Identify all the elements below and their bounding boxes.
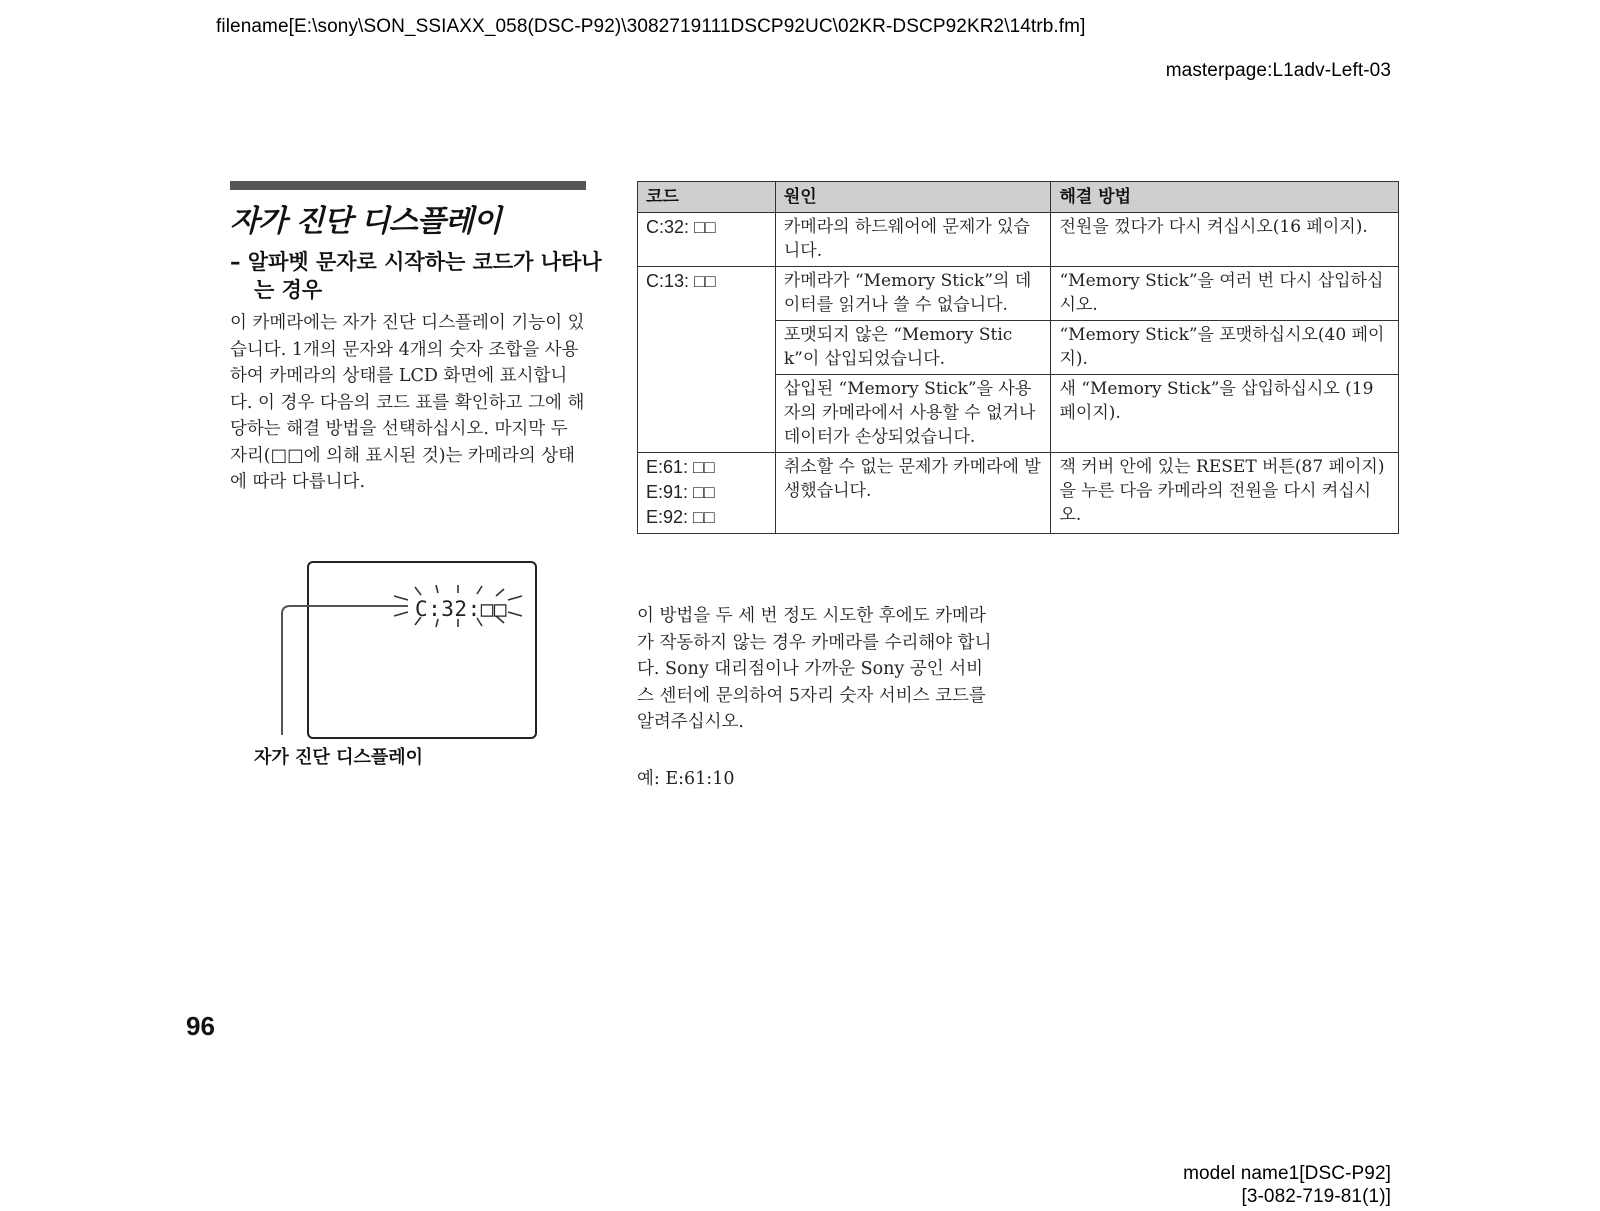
column-header-code: 코드 xyxy=(638,182,776,213)
figure-caption: 자가 진단 디스플레이 xyxy=(254,747,424,768)
column-header-solution: 해결 방법 xyxy=(1051,182,1399,213)
filename-header: filename[E:\sony\SON_SSIAXX_058(DSC-P92)\3082719111DSCP92UC\02KR-DSCP92KR2\14trb.fm] xyxy=(216,16,1086,37)
code-cell: C:13: □□ xyxy=(638,267,776,453)
table-row xyxy=(638,267,1399,321)
table-row xyxy=(638,453,1399,534)
part-number-footer: [3-082-719-81(1)] xyxy=(1241,1186,1391,1207)
solution-cell: 새 “Memory Stick”을 삽입하십시오 (19 페이지). xyxy=(1051,375,1399,453)
service-code-example: 예: E:61:10 xyxy=(637,769,735,789)
cause-cell: 포맷되지 않은 “Memory Stick”이 삽입되었습니다. xyxy=(775,321,1051,375)
solution-cell: 잭 커버 안에 있는 RESET 버튼(87 페이지)을 누른 다음 카메라의 전원을 다시 켜십시오. xyxy=(1051,453,1399,534)
intro-paragraph: 이 카메라에는 자가 진단 디스플레이 기능이 있습니다. 1개의 문자와 4개의 숫자 조합을 사용하여 카메라의 상태를 LCD 화면에 표시합니다. 이 경우 다음의 코드 표를 확인하고 그에 해당하는 해결 방법을 선택하십시오. 마지막 두 자리(□□에 의해 표시된 것)는 카메라의 상태에 따라 다릅니다. xyxy=(230,313,585,492)
cause-cell: 카메라의 하드웨어에 문제가 있습니다. xyxy=(775,213,1051,267)
cause-cell: 취소할 수 없는 문제가 카메라에 발생했습니다. xyxy=(775,453,1051,534)
error-code-table xyxy=(637,181,1399,534)
solution-cell: 전원을 껐다가 다시 켜십시오(16 페이지). xyxy=(1051,213,1399,267)
solution-cell: “Memory Stick”을 여러 번 다시 삽입하십시오. xyxy=(1051,267,1399,321)
lcd-error-code: C:32:□□ xyxy=(415,597,508,621)
model-name-footer: model name1[DSC-P92] xyxy=(1183,1163,1391,1184)
section-title: 자가 진단 디스플레이 xyxy=(230,204,501,239)
cause-cell: 삽입된 “Memory Stick”을 사용자의 카메라에서 사용할 수 없거나 데이터가 손상되었습니다. xyxy=(775,375,1051,453)
table-header-row xyxy=(638,182,1399,213)
section-title-bar xyxy=(230,181,586,190)
masterpage-header: masterpage:L1adv-Left-03 xyxy=(1165,60,1391,81)
page-number: 96 xyxy=(186,1011,215,1041)
section-subtitle: – 알파벳 문자로 시작하는 코드가 나타나는 경우 xyxy=(230,250,602,302)
code-cell: E:61: □□ E:91: □□ E:92: □□ xyxy=(638,453,776,534)
code-cell: C:32: □□ xyxy=(638,213,776,267)
column-header-cause: 원인 xyxy=(775,182,1051,213)
lcd-figure-lines xyxy=(270,575,550,735)
solution-cell: “Memory Stick”을 포맷하십시오(40 페이지). xyxy=(1051,321,1399,375)
service-paragraph: 이 방법을 두 세 번 정도 시도한 후에도 카메라가 작동하지 않는 경우 카메라를 수리해야 합니다. Sony 대리점이나 가까운 Sony 공인 서비스 센터에 문의하여 5자리 숫자 서비스 코드를 알려주십시오. xyxy=(637,606,992,732)
cause-cell: 카메라가 “Memory Stick”의 데이터를 읽거나 쓸 수 없습니다. xyxy=(775,267,1051,321)
table-row xyxy=(638,213,1399,267)
